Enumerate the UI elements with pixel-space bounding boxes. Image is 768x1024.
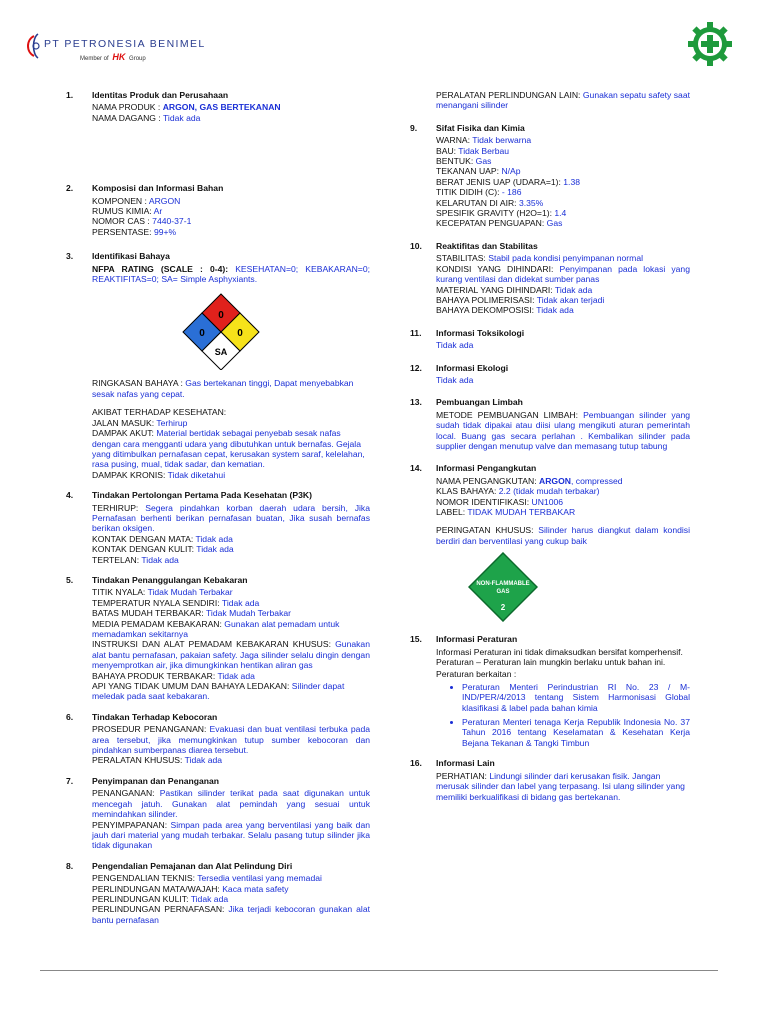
list-item: • Peraturan Menteri tenaga Kerja Republik Indonesia No. 37 Tahun 2016 tentang Keselamatan & Kesehatan Kerja Bejana Tekanan & Tangki Timbun — [462, 717, 690, 748]
member-of-text: Member of HK Group — [80, 52, 146, 62]
section-9: 9. Sifat Fisika dan Kimia WARNA: Tidak berwarna BAU: Tidak Berbau BENTUK: Gas TEKANAN UAP: N/Ap BERAT JENIS UAP (UDARA=1): 1.38 TITIK DIDIH (C): - 186 KELARUTAN DI AIR: 3.35% SPESIFIK GRAVITY (H2O=1): 1.4 KECEPATAN PENGUAPAN: Gas — [410, 123, 690, 229]
nfpa-special: SA — [214, 347, 228, 358]
placard-class: 2 — [500, 603, 506, 613]
left-column — [66, 90, 370, 925]
nfpa-diamond — [182, 292, 260, 370]
section-8-continued: PERALATAN PERLINDUNGAN LAIN: Gunakan sepatu safety saat menangani silinder — [436, 90, 690, 111]
section-title: Informasi Ekologi — [436, 362, 509, 373]
non-flammable-gas-placard — [468, 552, 538, 622]
hk-logo: HK — [112, 52, 126, 62]
section-title: Komposisi dan Informasi Bahan — [92, 183, 224, 194]
section-14: 14. Informasi Pengangkutan NAMA PENGANGKUTAN: ARGON, compressed KLAS BAHAYA: 2.2 (tidak mudah terbakar) NOMOR IDENTIFIKASI: UN1006 LABEL: TIDAK MUDAH TERBAKAR PERINGATAN KHUSUS: Silinder harus diangkut dalam kondisi berdiri dan berventilasi yang cukup baik NON-FLAMMABLE GAS 2 — [410, 463, 690, 622]
section-2: 2. Komposisi dan Informasi Bahan KOMPONEN : ARGON RUMUS KIMIA: Ar NOMOR CAS : 7440-37-1 PERSENTASE: 99+% — [66, 183, 370, 237]
section-1: 1. Identitas Produk dan Perusahaan NAMA PRODUK : ARGON, GAS BERTEKANAN NAMA DAGANG : Tidak ada — [66, 90, 370, 123]
nfpa-fire: 0 — [218, 310, 224, 322]
section-title: Penyimpanan dan Penanganan — [92, 775, 220, 786]
section-11: 11. Informasi Toksikologi Tidak ada — [410, 328, 690, 351]
section-7: 7. Penyimpanan dan Penanganan PENANGANAN: Pastikan silinder terikat pada saat digunakan untuk mencegah jatuh. Gunakan alat pemindah yang sesuai untuk memindahkan silinder. PENYIMPAPANAN: Simpan pada area yang berventilasi yang baik dan jauh dari material yang mudah terbakar. Selalu pasang tutup silinder jika tidak digunakan — [66, 775, 371, 851]
k3-gear-cross-icon — [686, 20, 734, 68]
section-10: 10. Reaktifitas dan Stabilitas STABILITAS: Stabil pada kondisi penyimpanan normal KONDISI YANG DIHINDARI: Penyimpanan pada lokasi yang kurang ventilasi dan didekat sumber panas MATERIAL YANG DIHINDARI: Tidak ada BAHAYA POLIMERISASI: Tidak akan terjadi BAHAYA DEKOMPOSISI: Tidak ada — [410, 240, 690, 316]
section-title: Identitas Produk dan Perusahaan — [92, 90, 229, 100]
section-title: Identifikasi Bahaya — [92, 251, 170, 262]
company-name: PT PETRONESIA BENIMEL — [44, 38, 206, 50]
section-title: Pembuangan Limbah — [436, 397, 523, 408]
nfpa-health: 0 — [199, 328, 205, 340]
section-title: Informasi Peraturan — [436, 634, 518, 645]
section-title: Tindakan Pertolongan Pertama Pada Kesehatan (P3K) — [92, 490, 313, 501]
section-3: 3. Identifikasi Bahaya NFPA RATING (SCALE : 0-4): KESEHATAN=0; KEBAKARAN=0; REAKTIFITAS=0; SA= Simple Asphyxiants. 0 0 0 SA RINGKASAN BAHAYA : Gas bertekanan tinggi, Dapat menyebabkan sesak nafas yang cepat. AKIBAT TERHADAP KESEHATAN: JALAN MASUK: Terhirup DAMPAK AKUT: Material bertidak sebagai penyebab sesak nafas dengan cara mengganti udara yang dibutuhkan untuk bernafas. Gejala yang ditimbulkan pernafasan cepat, kerusakan system saraf, kelelahan, rasa pusing, mual, tidak sadar, dan kematian. DAMPAK KRONIS: Tidak diketahui — [66, 251, 370, 480]
right-column — [410, 90, 690, 802]
section-16: 16. Informasi Lain PERHATIAN: Lindungi silinder dari kerusakan fisik. Jangan merusak silinder dan label yang terpasang. Isi ulang silinder yang memiliki berkualifikasi di bidang gas bertekanan. — [410, 758, 690, 802]
section-4: 4. Tindakan Pertolongan Pertama Pada Kesehatan (P3K) TERHIRUP: Segera pindahkan korban daerah udara bersih, Jika Pernafasan berhenti berikan pernafasan buatan, Jika susah bernafas berikan oksigen. KONTAK DENGAN MATA: Tidak ada KONTAK DENGAN KULIT: Tidak ada TERTELAN: Tidak ada — [66, 490, 370, 565]
section-title: Informasi Lain — [436, 758, 495, 769]
section-title: Tindakan Penanggulangan Kebakaran — [92, 574, 248, 585]
footer-divider — [40, 970, 718, 971]
placard-line-1: NON-FLAMMABLE — [476, 581, 530, 588]
section-6: 6. Tindakan Terhadap Kebocoran PROSEDUR PENANGANAN: Evakuasi dan buat ventilasi terbuka pada area tersebut, jika memungkinkan tutup sumber kebocoran dan pindahkan sumberpanas diarea tersebut. PERALATAN KHUSUS: Tidak ada — [66, 711, 370, 766]
section-title: Informasi Pengangkutan — [436, 463, 537, 474]
regulation-list — [436, 682, 690, 748]
section-title: Informasi Toksikologi — [436, 327, 525, 338]
section-13: 13. Pembuangan Limbah METODE PEMBUANGAN LIMBAH: Pembuangan silinder yang sudah tidak dipakai atau diisi ulang mengikuti aturan pemerintah local. Buang gas secara perlahan . Kembalikan silinder pada supplier dengan menutup valve dan memasang tutup tabung — [410, 397, 691, 451]
section-title: Reaktifitas dan Stabilitas — [436, 240, 538, 251]
placard-line-2: GAS — [496, 589, 510, 596]
section-5: 5. Tindakan Penanggulangan Kebakaran TITIK NYALA: Tidak Mudah Terbakar TEMPERATUR NYALA SENDIRI: Tidak ada BATAS MUDAH TERBAKAR: Tidak Mudah Terbakar MEDIA PEMADAM KEBAKARAN: Gunakan alat pemadam untuk memadamkan sekitarnya INSTRUKSI DAN ALAT PEMADAM KEBAKARAN KHUSUS: Gunakan alat bantu pernafasan, pakaian safety. Jaga silinder selalu dingin dengan menyemprotkan air, jika dimungkinkan hentikan aliran gas BAHAYA PRODUK TERBAKAR: Tidak ada API YANG TIDAK UMUM DAN BAHAYA LEDAKAN: Silinder dapat meledak pada saat kebakaran. — [66, 574, 370, 702]
nfpa-reactivity: 0 — [237, 328, 243, 340]
section-12: 12. Informasi Ekologi Tidak ada — [410, 363, 690, 386]
section-8: 8. Pengendalian Pemajanan dan Alat Pelindung Diri PENGENDALIAN TEKNIS: Tersedia ventilasi yang memadai PERLINDUNGAN MATA/WAJAH: Kaca mata safety PERLINDUNGAN KULIT: Tidak ada PERLINDUNGAN PERNAFASAN: Jika terjadi kebocoran gunakan alat bantu pernafasan — [66, 860, 370, 925]
section-title: Pengendalian Pemajanan dan Alat Pelindung Diri — [92, 860, 293, 871]
list-item: • Peraturan Menteri Perindustrian RI No. 23 / M-IND/PER/4/2013 tentang Sistem Harmonisasi Global klasifikasi & label pada bahan kimia — [462, 682, 690, 713]
section-title: Tindakan Terhadap Kebocoran — [92, 711, 218, 722]
section-title: Sifat Fisika dan Kimia — [436, 122, 525, 133]
section-15: 15. Informasi Peraturan Informasi Peraturan ini tidak dimaksudkan bersifat komperhensif. Peraturan – Peraturan lain mungkin berlaku untuk bahan ini. Peraturan berkaitan : • Peraturan Menteri Perindustrian RI No. 23 / M-IND/PER/4/2013 tentang Sistem Harmonisasi Global klasifikasi & label pada bahan kimia • Peraturan Menteri tenaga Kerja Republik Indonesia No. 37 Tahun 2016 tentang Keselamatan & Kesehatan Kerja Bejana Tekanan & Tangki Timbun — [410, 634, 690, 748]
